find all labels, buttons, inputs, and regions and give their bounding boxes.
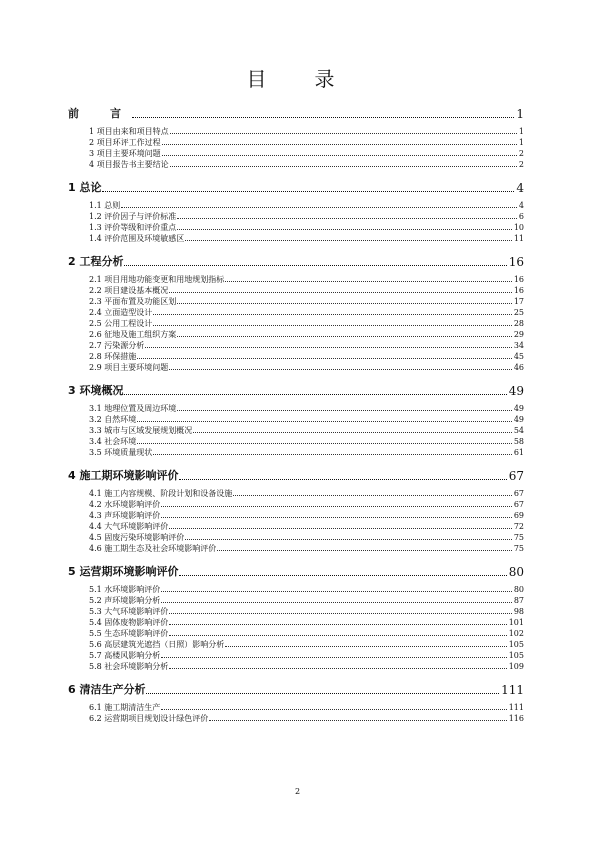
toc-section-entry[interactable]	[68, 211, 524, 222]
toc-entry-label: 前 言	[68, 107, 131, 120]
toc-section-entry[interactable]	[68, 425, 524, 436]
toc-section-entry[interactable]	[68, 499, 524, 510]
toc-entry-page-number: 2	[518, 160, 524, 169]
toc-entry-label: 5.3 大气环境影响评价	[89, 607, 169, 616]
toc-entry-label: 4 施工期环境影响评价	[68, 469, 179, 482]
toc-leader-dots	[153, 314, 512, 315]
toc-chapter-entry[interactable]	[68, 244, 524, 269]
toc-entry-label: 3.4 社会环境	[89, 437, 137, 446]
toc-entry-label: 5.5 生态环境影响评价	[89, 629, 169, 638]
toc-leader-dots	[177, 218, 517, 219]
toc-leader-dots	[169, 369, 512, 370]
toc-entry-page-number: 109	[508, 662, 524, 671]
toc-leader-dots	[102, 191, 514, 192]
toc-leader-dots	[169, 613, 512, 614]
toc-entry-page-number: 101	[508, 618, 524, 627]
toc-section-entry[interactable]	[68, 543, 524, 554]
toc-section-entry[interactable]	[68, 137, 524, 148]
toc-entry-page-number: 46	[513, 363, 524, 372]
toc-section-entry[interactable]	[68, 628, 524, 639]
toc-entry-page-number: 102	[508, 629, 524, 638]
toc-entry-page-number: 16	[513, 286, 524, 295]
toc-entry-label: 2.1 项目用地功能变更和用地规划指标	[89, 275, 225, 284]
toc-leader-dots	[161, 506, 512, 507]
toc-section-entry[interactable]	[68, 702, 524, 713]
toc-leader-dots	[177, 229, 512, 230]
toc-chapter-entry[interactable]	[68, 170, 524, 195]
toc-entry-page-number: 105	[508, 640, 524, 649]
toc-section-entry[interactable]	[68, 617, 524, 628]
toc-entry-page-number: 4	[516, 181, 524, 195]
toc-leader-dots	[137, 358, 512, 359]
toc-entry-page-number: 49	[513, 404, 524, 413]
toc-leader-dots	[193, 432, 512, 433]
toc-leader-dots	[177, 336, 512, 337]
toc-entry-label: 1 项目由来和项目特点	[89, 127, 169, 136]
toc-section-entry[interactable]	[68, 436, 524, 447]
toc-entry-label: 3.2 自然环境	[89, 415, 137, 424]
toc-entry-label: 3 项目主要环境问题	[89, 149, 161, 158]
toc-leader-dots	[161, 591, 512, 592]
toc-section-entry[interactable]	[68, 595, 524, 606]
toc-entry-page-number: 111	[501, 683, 524, 697]
toc-leader-dots	[137, 443, 512, 444]
toc-entry-page-number: 67	[508, 469, 524, 483]
toc-entry-label: 5.6 高层建筑光遮挡（日照）影响分析	[89, 640, 225, 649]
toc-entry-label: 4.5 固废污染环境影响评价	[89, 533, 185, 542]
toc-entry-page-number: 116	[508, 714, 524, 723]
toc-entry-page-number: 54	[513, 426, 524, 435]
toc-section-entry[interactable]	[68, 329, 524, 340]
toc-entry-page-number: 111	[508, 703, 524, 712]
toc-section-entry[interactable]	[68, 521, 524, 532]
toc-section-entry[interactable]	[68, 200, 524, 211]
toc-leader-dots	[209, 720, 506, 721]
toc-entry-label: 4 项目报告书主要结论	[89, 160, 169, 169]
toc-entry-page-number: 4	[518, 201, 524, 210]
toc-entry-label: 2.3 平面布置及功能区划	[89, 297, 177, 306]
toc-entry-page-number: 98	[513, 607, 524, 616]
toc-section-entry[interactable]	[68, 510, 524, 521]
toc-entry-label: 6 清洁生产分析	[68, 683, 146, 696]
toc-entry-page-number: 45	[513, 352, 524, 361]
toc-entry-page-number: 61	[513, 448, 524, 457]
toc-chapter-entry[interactable]	[68, 554, 524, 579]
toc-entry-label: 2.8 环保措施	[89, 352, 137, 361]
toc-entry-page-number: 1	[516, 107, 524, 121]
toc-entry-label: 5.2 声环境影响分析	[89, 596, 161, 605]
toc-leader-dots	[161, 602, 512, 603]
toc-chapter-entry[interactable]	[68, 96, 524, 121]
toc-entry-label: 2 工程分析	[68, 255, 124, 268]
toc-entry-label: 5.8 社会环境影响分析	[89, 662, 169, 671]
toc-entry-label: 3.5 环境质量现状	[89, 448, 153, 457]
toc-section-entry[interactable]	[68, 650, 524, 661]
toc-entry-page-number: 80	[513, 585, 524, 594]
toc-entry-label: 3.1 地理位置及周边环境	[89, 404, 177, 413]
toc-entry-page-number: 17	[513, 297, 524, 306]
toc-leader-dots	[169, 635, 506, 636]
toc-leader-dots	[132, 117, 514, 118]
toc-section-entry[interactable]	[68, 488, 524, 499]
toc-leader-dots	[161, 657, 506, 658]
toc-entry-page-number: 105	[508, 651, 524, 660]
toc-entry-page-number: 67	[513, 500, 524, 509]
toc-entry-page-number: 34	[513, 341, 524, 350]
toc-section-entry[interactable]	[68, 296, 524, 307]
toc-section-entry[interactable]	[68, 126, 524, 137]
toc-section-entry[interactable]	[68, 307, 524, 318]
toc-leader-dots	[153, 325, 512, 326]
toc-leader-dots	[153, 454, 512, 455]
toc-leader-dots	[179, 575, 506, 576]
toc-entry-page-number: 49	[508, 384, 524, 398]
toc-leader-dots	[185, 240, 512, 241]
toc-leader-dots	[145, 347, 512, 348]
toc-section-entry[interactable]	[68, 340, 524, 351]
toc-chapter-entry[interactable]	[68, 373, 524, 398]
toc-entry-label: 5.1 水环境影响评价	[89, 585, 161, 594]
toc-entry-label: 6.2 运营期项目规划设计绿色评价	[89, 714, 209, 723]
toc-entry-page-number: 49	[513, 415, 524, 424]
toc-entry-label: 4.6 施工期生态及社会环境影响评价	[89, 544, 217, 553]
toc-title: 目 录	[246, 67, 349, 91]
toc-entry-page-number: 25	[513, 308, 524, 317]
toc-leader-dots	[121, 207, 517, 208]
toc-section-entry[interactable]	[68, 639, 524, 650]
toc-entry-label: 5 运营期环境影响评价	[68, 565, 179, 578]
table-of-contents	[68, 96, 524, 724]
toc-section-entry[interactable]	[68, 713, 524, 724]
toc-entry-label: 2.6 征地及施工组织方案	[89, 330, 177, 339]
toc-entry-label: 1.2 评价因子与评价标准	[89, 212, 177, 221]
toc-leader-dots	[169, 624, 506, 625]
toc-section-entry[interactable]	[68, 584, 524, 595]
toc-section-entry[interactable]	[68, 532, 524, 543]
toc-leader-dots	[179, 479, 506, 480]
toc-entry-page-number: 11	[513, 234, 524, 243]
toc-leader-dots	[161, 517, 512, 518]
toc-entry-label: 2.4 立面造型设计	[89, 308, 153, 317]
toc-leader-dots	[146, 693, 499, 694]
toc-leader-dots	[225, 646, 506, 647]
toc-entry-page-number: 1	[518, 127, 524, 136]
toc-entry-page-number: 16	[508, 255, 524, 269]
toc-leader-dots	[170, 133, 517, 134]
toc-chapter-entry[interactable]	[68, 672, 524, 697]
toc-section-entry[interactable]	[68, 351, 524, 362]
toc-entry-label: 2 项目环评工作过程	[89, 138, 161, 147]
toc-leader-dots	[170, 166, 517, 167]
toc-entry-label: 2.5 公用工程设计	[89, 319, 153, 328]
toc-section-entry[interactable]	[68, 233, 524, 244]
toc-entry-label: 4.2 水环境影响评价	[89, 500, 161, 509]
toc-entry-label: 5.4 固体废物影响评价	[89, 618, 169, 627]
toc-section-entry[interactable]	[68, 274, 524, 285]
toc-section-entry[interactable]	[68, 362, 524, 373]
toc-section-entry[interactable]	[68, 285, 524, 296]
toc-entry-page-number: 87	[513, 596, 524, 605]
toc-leader-dots	[162, 144, 517, 145]
toc-entry-label: 4.3 声环境影响评价	[89, 511, 161, 520]
toc-section-entry[interactable]	[68, 414, 524, 425]
toc-entry-page-number: 67	[513, 489, 524, 498]
toc-leader-dots	[169, 668, 506, 669]
page-number: 2	[294, 787, 301, 796]
toc-entry-page-number: 10	[513, 223, 524, 232]
toc-leader-dots	[177, 410, 512, 411]
toc-entry-page-number: 2	[518, 149, 524, 158]
toc-leader-dots	[124, 265, 506, 266]
toc-leader-dots	[169, 292, 512, 293]
toc-entry-page-number: 58	[513, 437, 524, 446]
toc-entry-label: 4.1 施工内容规模、阶段计划和设备设施	[89, 489, 233, 498]
toc-entry-label: 4.4 大气环境影响评价	[89, 522, 169, 531]
toc-entry-page-number: 72	[513, 522, 524, 531]
toc-leader-dots	[225, 281, 512, 282]
toc-entry-page-number: 16	[513, 275, 524, 284]
toc-entry-page-number: 75	[513, 544, 524, 553]
toc-entry-label: 1.4 评价范围及环境敏感区	[89, 234, 185, 243]
toc-entry-page-number: 6	[518, 212, 524, 221]
toc-entry-label: 2.7 污染源分析	[89, 341, 145, 350]
toc-chapter-entry[interactable]	[68, 458, 524, 483]
toc-leader-dots	[177, 303, 512, 304]
toc-entry-label: 3.3 城市与区域发展规划概况	[89, 426, 193, 435]
toc-entry-label: 3 环境概况	[68, 384, 124, 397]
toc-leader-dots	[185, 539, 512, 540]
toc-section-entry[interactable]	[68, 447, 524, 458]
toc-entry-label: 6.1 施工期清洁生产	[89, 703, 161, 712]
toc-entry-label: 1 总论	[68, 181, 102, 194]
toc-leader-dots	[217, 550, 512, 551]
toc-entry-page-number: 75	[513, 533, 524, 542]
toc-leader-dots	[162, 155, 517, 156]
toc-leader-dots	[137, 421, 512, 422]
toc-section-entry[interactable]	[68, 222, 524, 233]
toc-entry-label: 1.1 总则	[89, 201, 121, 210]
toc-leader-dots	[124, 394, 506, 395]
toc-leader-dots	[161, 709, 506, 710]
toc-entry-page-number: 1	[518, 138, 524, 147]
toc-leader-dots	[169, 528, 512, 529]
toc-section-entry[interactable]	[68, 403, 524, 414]
toc-section-entry[interactable]	[68, 606, 524, 617]
toc-section-entry[interactable]	[68, 318, 524, 329]
toc-section-entry[interactable]	[68, 148, 524, 159]
toc-entry-page-number: 28	[513, 319, 524, 328]
toc-entry-page-number: 80	[508, 565, 524, 579]
toc-entry-label: 2.9 项目主要环境问题	[89, 363, 169, 372]
toc-section-entry[interactable]	[68, 159, 524, 170]
toc-entry-label: 5.7 高楼风影响分析	[89, 651, 161, 660]
toc-leader-dots	[233, 495, 512, 496]
toc-section-entry[interactable]	[68, 661, 524, 672]
toc-entry-page-number: 29	[513, 330, 524, 339]
toc-entry-label: 1.3 评价等级和评价重点	[89, 223, 177, 232]
toc-entry-label: 2.2 项目建设基本概况	[89, 286, 169, 295]
toc-entry-page-number: 69	[513, 511, 524, 520]
